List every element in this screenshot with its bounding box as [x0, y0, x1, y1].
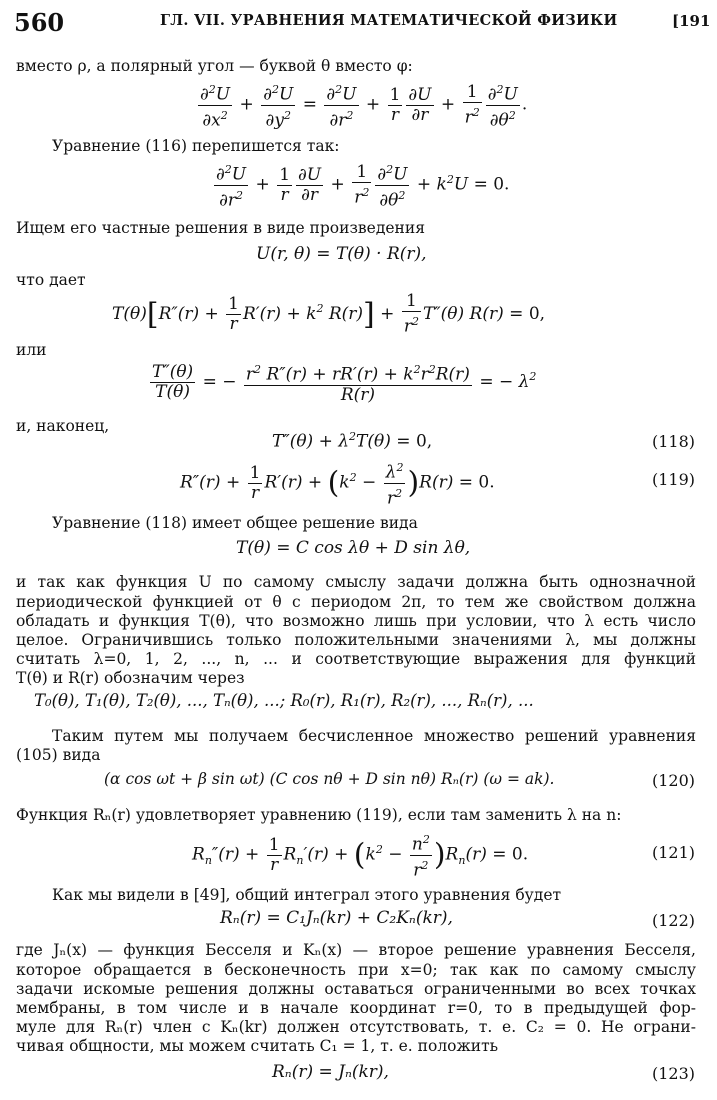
equation-substituted: T(θ)[R″(r) + $\frac{1}{r}$ $R'(r) + k^2$ R(r)] + $\frac{1}{r^2}$ T″(θ) R(r) = 0, [112, 291, 546, 337]
equation-120: (α cos ωt + β sin ωt) (C cos nθ + D sin nθ) Rₙ(r) (ω = ak). [104, 770, 555, 788]
text-line: Функция Rₙ(r) удовлетворяет уравнению (119), если там заменить λ на n: [16, 806, 622, 824]
page-number: 560 [14, 8, 65, 37]
book-page: 560 ГЛ. VII. УРАВНЕНИЯ МАТЕМАТИЧЕСКОЙ ФИЗИКИ [191 вместо ρ, а полярный угол — буквой θ вместо φ: $\frac{\partial^2U}{\partial x^2}$ + $\frac{\partial^2U}{\partial y^2}$ = $\frac{\partial^2U}{\partial r^2}$ + $\frac{1}{r}$ $\frac{\partial U}{\partial r}$ + $\frac{1}{r^2}$ $\frac{\partial^2U}{\partial\theta^2}$ . Уравнение (116) перепишется так: $\frac{\partial^2U}{\partial r^2}$ + $\frac{1}{r}$ $\frac{\partial U}{\partial r}$ + $\frac{1}{r^2}$ $\frac{\partial^2U}{\partial\theta^2}$ + $k^2U = 0$. Ищем его частные решения в виде произведения U(r, θ) = T(θ) · R(r), что дает T(θ)[R″(r) + $\frac{1}{r}$ $R'(r) + k^2$ R(r)] + $\frac{1}{r^2}$ T″(θ) R(r) = 0, или $\frac{T''(\theta)}{T(\theta)}$ = − $\frac{r^2 R''(r) + rR'(r) + k^2r^2R(r)}{R(r)}$ = − $\lambda^2$ и, наконец, $T''(\theta) + \lambda^2T(\theta) = 0$, (118) R″(r) + $\frac{1}{r}$ $R'(r) + (k^2$ − $\frac{\lambda^2}{r^2}$ )R(r) = 0. (119) Уравнение (118) имеет общее решение вида T(θ) = C cos λθ + D sin λθ, и так как функция U по самому смыслу задачи должна быть однозначной периодической функцией от θ с периодом 2π, то тем же свойством должна обладать и функция T(θ), что возможно лишь при условии, что λ есть число целое. Ограничившись только положительными значениями λ, мы должны считать λ=0, 1, 2, ..., n, ... и соответствующие выражения для функций T(θ) и R(r) обозначим через T₀(θ), T₁(θ), T₂(θ), ..., Tₙ(θ), ...; R₀(r), R₁(r), R₂(r), ..., Rₙ(r), ... Таким путем мы получаем бесчисленное множество решений уравнения (105) вида (α cos ωt + β sin ωt) (C cos nθ + D sin nθ) Rₙ(r) (ω = ak). (120) Функция Rₙ(r) удовлетворяет уравнению (119), если там заменить λ на n: $R_n''(r)$ + $\frac{1}{r}$ $R_n'(r) + (k^2$ − $\frac{n^2}{r^2}$ )$R_n(r) = 0$. (121) Как мы видели в [49], общий интеграл этого уравнения будет Rₙ(r) = C₁Jₙ(kr) + C₂Kₙ(kr), (122) где Jₙ(x) — функция Бесселя и Kₙ(x) — второе решение уравнения Бесселя, которое обращается в бесконечность при x=0; так как по самому смыслу задачи искомые решения должны оставаться ограниченными во всех точках мембраны, в том числе и в начале координат r=0, то в предыдущей фор- муле для Rₙ(r) член с Kₙ(kr) должен отсутствовать, т. е. C₂ = 0. Не ограни- чивая общности, мы можем считать C₁ = 1, т. е. положить Rₙ(r) = Jₙ(kr), (123) [14, 8, 711, 1083]
equation-general-solution: T(θ) = C cos λθ + D sin λθ, [236, 538, 471, 558]
equation-number: (120) [652, 771, 696, 790]
text-line: Уравнение (118) имеет общее решение вида [52, 514, 418, 532]
text-line: вместо ρ, а полярный угол — буквой θ вместо φ: [16, 57, 413, 75]
text-line: Уравнение (116) перепишется так: [52, 137, 340, 155]
equation-number: (119) [652, 470, 696, 489]
text-line: Ищем его частные решения в виде произведения [16, 219, 425, 237]
equation-123: Rₙ(r) = Jₙ(kr), [272, 1062, 389, 1082]
equation-122: Rₙ(r) = C₁Jₙ(kr) + C₂Kₙ(kr), [220, 908, 453, 928]
equation-number: (121) [652, 843, 696, 862]
equation-number: (123) [652, 1064, 696, 1083]
equation-separated-ratio: $\frac{T''(\theta)}{T(\theta)}$ = − $\frac{r^2 R''(r) + rR'(r) + k^2r^2R(r)}{R(r)}$ = − $\lambda^2$ [152, 361, 537, 405]
equation-laplacian-polar: $\frac{\partial^2U}{\partial x^2}$ + $\frac{\partial^2U}{\partial y^2}$ = $\frac{\partial^2U}{\partial r^2}$ + $\frac{1}{r}$ $\frac{\partial U}{\partial r}$ + $\frac{1}{r^2}$ $\frac{\partial^2U}{\partial\theta^2}$ . [200, 81, 528, 131]
text-line: или [16, 341, 47, 359]
equation-118: $T''(\theta) + \lambda^2T(\theta) = 0$, [272, 430, 433, 452]
equation-121: $R_n''(r)$ + $\frac{1}{r}$ $R_n'(r) + (k^2$ − $\frac{n^2}{r^2}$ )$R_n(r) = 0$. [192, 830, 528, 880]
text-line: и, наконец, [16, 417, 110, 435]
equation-number: (118) [652, 432, 696, 451]
text-line: Как мы видели в [49], общий интеграл этого уравнения будет [52, 886, 562, 904]
chapter-title: ГЛ. VII. УРАВНЕНИЯ МАТЕМАТИЧЕСКОЙ ФИЗИКИ [160, 12, 618, 29]
equation-separation: U(r, θ) = T(θ) · R(r), [256, 244, 427, 264]
equation-sequence: T₀(θ), T₁(θ), T₂(θ), ..., Tₙ(θ), ...; R₀(r), R₁(r), R₂(r), ..., Rₙ(r), ... [34, 691, 534, 710]
equation-helmholtz-polar: $\frac{\partial^2U}{\partial r^2}$ + $\frac{1}{r}$ $\frac{\partial U}{\partial r}$ + $\frac{1}{r^2}$ $\frac{\partial^2U}{\partial\theta^2}$ + $k^2U = 0$. [216, 161, 510, 211]
equation-119: R″(r) + $\frac{1}{r}$ $R'(r) + (k^2$ − $\frac{\lambda^2}{r^2}$ )R(r) = 0. [180, 458, 495, 508]
section-number: [191 [672, 12, 711, 30]
equation-number: (122) [652, 911, 696, 930]
text-line: что дает [16, 271, 86, 289]
